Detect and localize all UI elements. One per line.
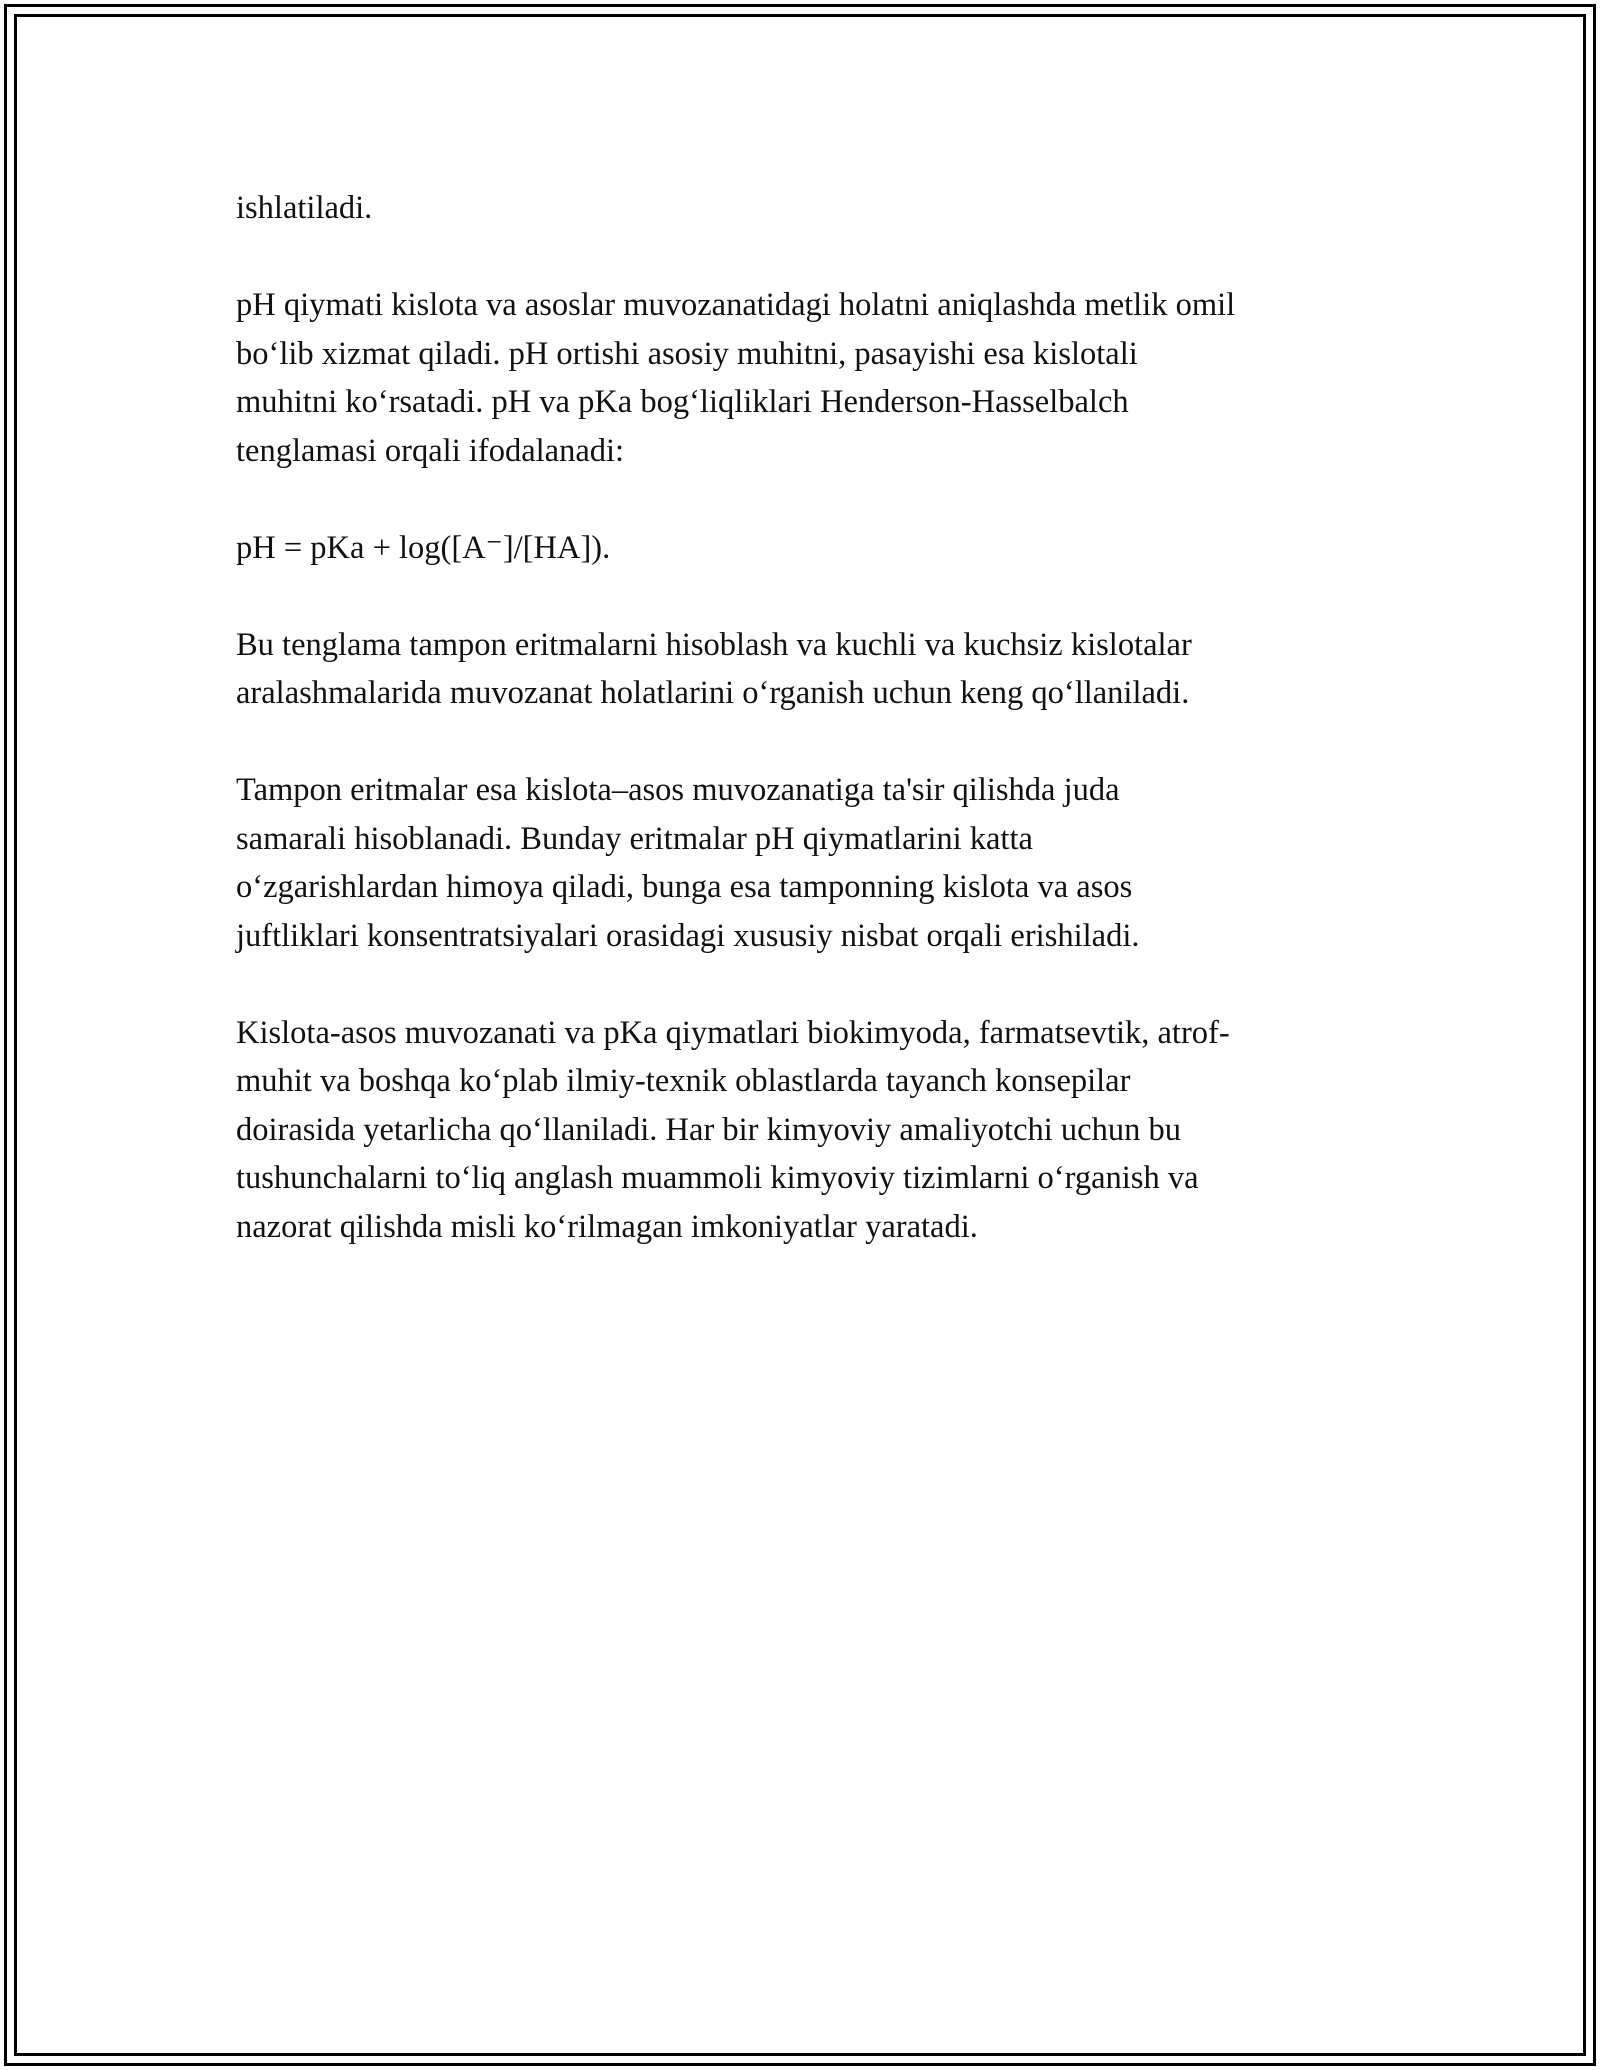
text-line: Kislota-asos muvozanati va pKa qiymatlari biokimyoda, farmatsevtik, atrof- (236, 1014, 1230, 1051)
text-line: muhitni ko‘rsatadi. pH va pKa bog‘liqliklari Henderson-Hasselbalch (236, 384, 1129, 420)
paragraph-ph-value (236, 281, 1376, 475)
document-body (236, 184, 1376, 1300)
paragraph-continuation (236, 184, 1376, 233)
text-line: juftliklari konsentratsiyalari orasidagi xususiy nisbat orqali erishiladi. (236, 917, 1140, 954)
text-line: ishlatiladi. (236, 190, 373, 226)
text-line: pH qiymati kislota va asoslar muvozanatidagi holatni aniqlashda metlik omil (236, 287, 1236, 323)
text-line: o‘zgarishlardan himoya qiladi, bunga esa tamponning kislota va asos (236, 869, 1133, 905)
text-line: bo‘lib xizmat qiladi. pH ortishi asosiy muhitni, pasayishi esa kislotali (236, 335, 1138, 372)
text-line: tushunchalarni to‘liq anglash muammoli kimyoviy tizimlarni o‘rganish va (236, 1160, 1199, 1196)
text-line: Tampon eritmalar esa kislota–asos muvozanatiga ta'sir qilishda juda (236, 772, 1120, 808)
paragraph-buffer-solutions (236, 766, 1376, 960)
text-line: Bu tenglama tampon eritmalarni hisoblash va kuchli va kuchsiz kislotalar (236, 626, 1192, 663)
text-line: doirasida yetarlicha qo‘llaniladi. Har bir kimyoviy amaliyotchi uchun bu (236, 1111, 1181, 1148)
text-line: samarali hisoblanadi. Bunday eritmalar pH qiymatlarini katta (236, 820, 1033, 857)
text-line: nazorat qilishda misli ko‘rilmagan imkoniyatlar yaratadi. (236, 1208, 978, 1245)
paragraph-equation-usage (236, 621, 1376, 718)
henderson-hasselbalch-equation: pH = pKa + log([A⁻]/[HA]). (236, 529, 611, 566)
text-line: muhit va boshqa ko‘plab ilmiy-texnik oblastlarda tayanch konsepilar (236, 1063, 1131, 1099)
paragraph-equation (236, 524, 1376, 573)
text-line: aralashmalarida muvozanat holatlarini o‘rganish uchun keng qo‘llaniladi. (236, 675, 1190, 711)
paragraph-conclusion (236, 1009, 1376, 1252)
text-line: tenglamasi orqali ifodalanadi: (236, 432, 625, 469)
